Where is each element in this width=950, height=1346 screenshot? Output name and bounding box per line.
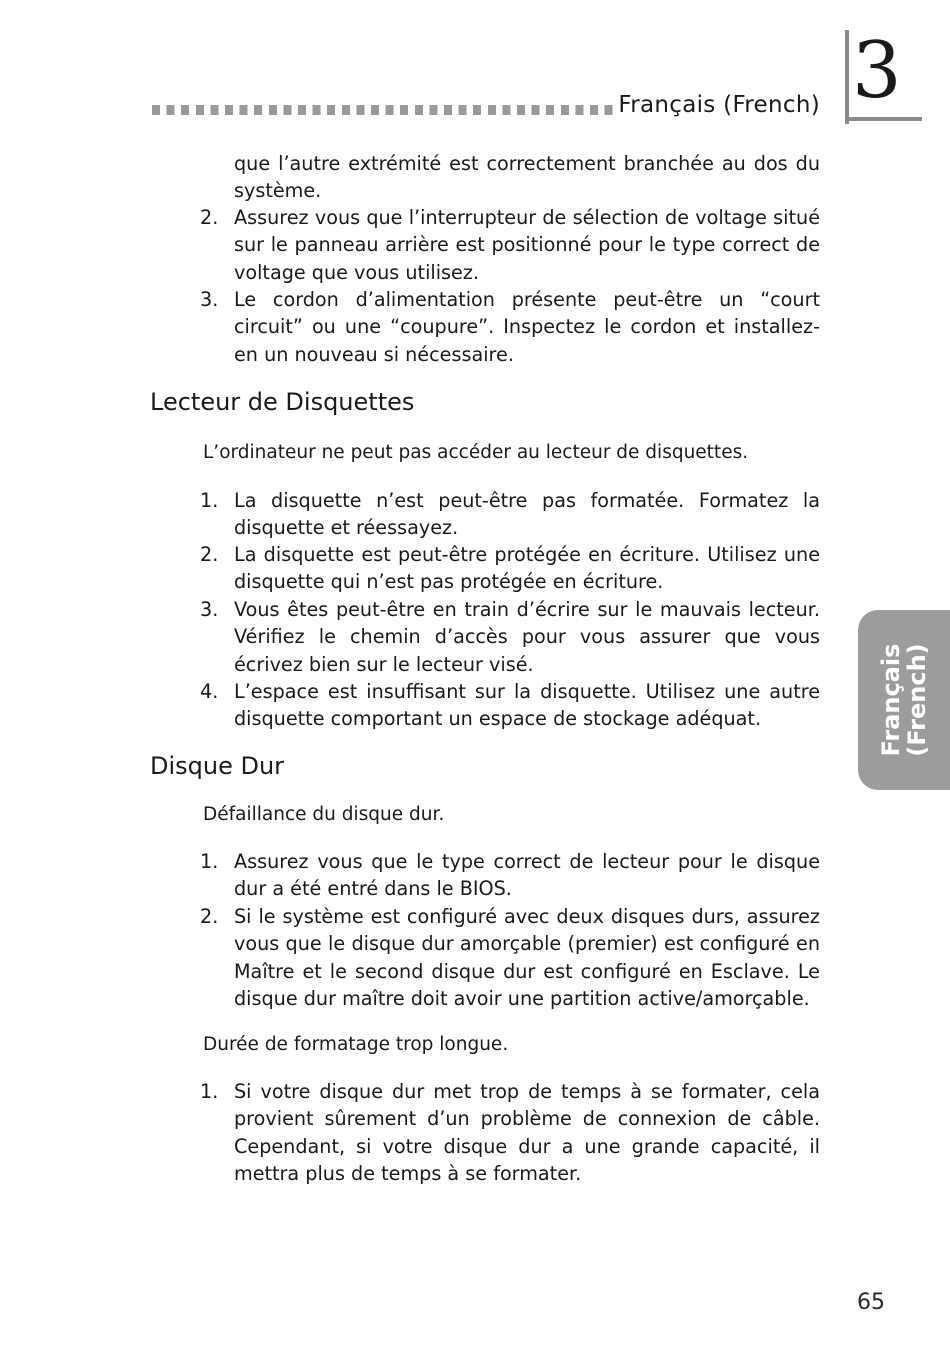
list-text: Le cordon d’alimentation présente peut-être un “court circuit” ou une “coupure”. Inspectez le cordon et installez-en un nouveau si nécessaire. [234, 288, 820, 366]
language-side-tab-label [878, 643, 930, 756]
list-item [200, 541, 820, 596]
section-title-harddisk: Disque Dur [150, 752, 285, 780]
chapter-marker-line [845, 30, 849, 124]
list-number: 3. [200, 598, 219, 621]
side-tab-line1: Français [877, 643, 905, 757]
list-text: Assurez vous que l’interrupteur de sélection de voltage situé sur le panneau arrière est positionné pour le type correct de voltage que vous utilisez. [234, 206, 820, 284]
page-number: 65 [857, 1290, 885, 1315]
list-item [200, 596, 820, 678]
list-text: Vous êtes peut-être en train d’écrire sur le mauvais lecteur. Vérifiez le chemin d’accès pour vous assurer que vous écrivez bien sur le lecteur visé. [234, 598, 820, 676]
list-item [200, 286, 820, 368]
list-number: 1. [200, 489, 219, 512]
section-title-floppy: Lecteur de Disquettes [150, 388, 415, 416]
power-continuation: que l’autre extrémité est correctement branchée au dos du système. [234, 152, 820, 203]
list-number: 1. [200, 850, 219, 873]
list-text: Si votre disque dur met trop de temps à se formater, cela provient sûrement d’un problème de connexion de câble. Cependant, si votre disque dur a une grande capacité, il mettra plus de temps à se formater. [234, 1080, 820, 1185]
list-item [200, 1078, 820, 1187]
list-item [200, 204, 820, 286]
list-item [200, 678, 820, 733]
list-number: 2. [200, 206, 219, 229]
list-number: 1. [200, 1080, 219, 1103]
list-item [200, 903, 820, 1012]
list-text: La disquette n’est peut-être pas formatée. Formatez la disquette et réessayez. [234, 489, 820, 540]
list-text: Si le système est configuré avec deux disques durs, assurez vous que le disque dur amorçable (premier) est configuré en Maître et le second disque dur est configuré en Esclave. Le disque dur maître doit avoir une partition active/amorçable. [234, 905, 820, 1010]
list-number: 3. [200, 288, 219, 311]
list-item [200, 487, 820, 542]
header-title: Français (French) [618, 92, 820, 118]
list-text: Assurez vous que le type correct de lecteur pour le disque dur a été entré dans le BIOS. [234, 850, 820, 901]
list-text: L’espace est insuffisant sur la disquette. Utilisez une autre disquette comportant un espace de stockage adéquat. [234, 680, 820, 731]
chapter-underline [845, 117, 922, 121]
list-number: 4. [200, 680, 219, 703]
list-number: 2. [200, 543, 219, 566]
harddisk-subheading-format: Durée de formatage trop longue. [203, 1034, 509, 1055]
header-dotted-rule [152, 104, 616, 116]
floppy-subheading: L’ordinateur ne peut pas accéder au lecteur de disquettes. [203, 442, 749, 463]
list-number: 2. [200, 905, 219, 928]
list-item [200, 848, 820, 903]
harddisk-subheading-failure: Défaillance du disque dur. [203, 804, 445, 825]
list-text: La disquette est peut-être protégée en écriture. Utilisez une disquette qui n’est pas protégée en écriture. [234, 543, 820, 594]
chapter-number: 3 [852, 26, 902, 116]
side-tab-line2: (French) [903, 643, 931, 757]
